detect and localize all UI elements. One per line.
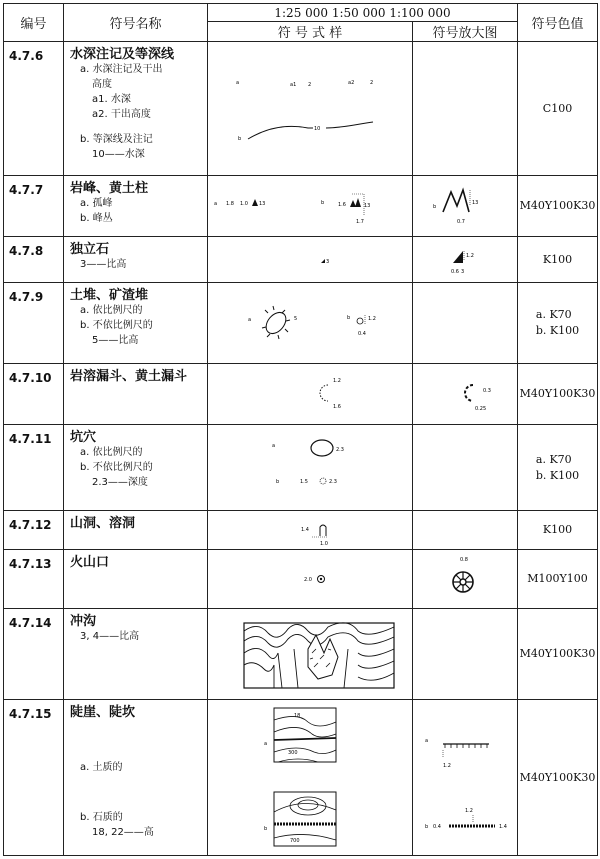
label-18: 18 <box>294 713 301 719</box>
peak-cluster-enlarged-icon <box>443 190 469 212</box>
sinkhole-enlarged <box>413 364 518 424</box>
mound-icon <box>262 309 290 338</box>
label-0-8: 0.8 <box>460 557 468 563</box>
color-value: K100 <box>542 252 573 266</box>
row-sub: 5——比高 <box>92 335 139 346</box>
label-2: 2 <box>370 80 374 86</box>
label-0-25: 0.25 <box>475 406 487 412</box>
row-name <box>64 283 208 364</box>
enlarged-cell <box>413 237 518 283</box>
cliff-enlarged <box>413 700 518 855</box>
row-name <box>64 364 208 425</box>
header-enlarged: 符号放大图 <box>413 22 518 42</box>
symbol-style-cell <box>208 283 413 364</box>
row-sub: b. 峰丛 <box>80 213 113 224</box>
label-1-6: 1.6 <box>333 404 341 410</box>
label-a: a <box>425 738 429 744</box>
color-cell <box>518 609 598 700</box>
enlarged-cell <box>413 176 518 237</box>
row-sub: 18, 22——高 <box>92 827 154 838</box>
table-row <box>4 511 598 550</box>
label-1-2: 1.2 <box>368 316 376 322</box>
row-title: 岩溶漏斗、黄土漏斗 <box>70 369 188 384</box>
color-value: b. K100 <box>535 324 580 337</box>
label-1-7: 1.7 <box>356 219 364 225</box>
label-2: 2 <box>308 82 312 88</box>
color-cell <box>518 42 598 176</box>
header-code: 编号 <box>4 4 64 42</box>
cliff-symbol <box>208 700 413 855</box>
label-1-4: 1.4 <box>499 824 507 830</box>
label-10: 10 <box>314 126 321 132</box>
row-title: 冲沟 <box>70 614 97 629</box>
row-code: 4.7.15 <box>4 700 64 856</box>
color-cell <box>518 700 598 856</box>
row-code: 4.7.9 <box>4 283 64 364</box>
label-0-3: 0.3 <box>483 388 491 394</box>
symbol-style-cell <box>208 42 413 176</box>
row-sub: a1. 水深 <box>92 94 131 105</box>
depth-symbol <box>208 42 413 175</box>
label-b: b <box>425 824 429 830</box>
label-1-0: 1.0 <box>320 541 328 547</box>
table-row <box>4 283 598 364</box>
row-code: 4.7.8 <box>4 237 64 283</box>
rock-enlarged-icon <box>453 251 463 263</box>
header-scales: 1:25 000 1:50 000 1:100 000 <box>208 4 518 22</box>
row-name <box>64 550 208 609</box>
row-title: 独立石 <box>70 242 110 257</box>
peak-symbol <box>208 176 413 236</box>
label-a: a <box>248 317 252 323</box>
color-value: M100Y100 <box>527 572 588 585</box>
color-cell <box>518 176 598 237</box>
table-row <box>4 550 598 609</box>
label-2-0: 2.0 <box>304 577 312 583</box>
label-b: b <box>264 826 268 832</box>
table-row <box>4 42 598 176</box>
color-cell <box>518 425 598 511</box>
label-1-3: 13 <box>472 200 479 206</box>
small-pit-icon <box>320 478 326 484</box>
label-1-2: 1.2 <box>465 808 473 814</box>
table-row <box>4 364 598 425</box>
row-code: 4.7.10 <box>4 364 64 425</box>
symbol-style-cell <box>208 511 413 550</box>
color-cell <box>518 550 598 609</box>
table-row <box>4 700 598 856</box>
row-code: 4.7.7 <box>4 176 64 237</box>
label-5: 5 <box>294 316 298 322</box>
label-2-3: 2.3 <box>336 447 344 453</box>
label-a: a <box>272 443 276 449</box>
color-value: a. K70 <box>535 308 572 321</box>
row-code: 4.7.12 <box>4 511 64 550</box>
row-sub: a2. 干出高度 <box>92 109 151 120</box>
peak-cluster-icon <box>350 198 361 207</box>
label-3: 3 <box>461 269 465 275</box>
volcano-enlarged <box>413 550 518 608</box>
enlarged-cell <box>413 511 518 550</box>
row-sub: a. 土质的 <box>80 762 123 773</box>
label-0-4: 0.4 <box>433 824 441 830</box>
table-row <box>4 425 598 511</box>
symbol-style-cell <box>208 609 413 700</box>
enlarged-cell <box>413 550 518 609</box>
label-1-6: 1.6 <box>338 202 346 208</box>
row-title: 岩峰、黄土柱 <box>70 181 149 196</box>
color-cell <box>518 511 598 550</box>
label-b: b <box>238 136 242 142</box>
label-a: a <box>236 80 240 86</box>
row-sub: a. 孤峰 <box>80 198 113 209</box>
color-value: M40Y100K30 <box>519 199 596 212</box>
rock-enlarged <box>413 237 518 282</box>
label-1-3: 13 <box>364 203 371 209</box>
symbol-style-cell <box>208 425 413 511</box>
small-mound-icon <box>357 318 363 324</box>
gully-symbol <box>208 609 413 699</box>
header-name: 符号名称 <box>64 4 208 42</box>
label-b: b <box>321 200 325 206</box>
row-title: 火山口 <box>70 555 110 570</box>
enlarged-cell <box>413 700 518 856</box>
color-value: b. K100 <box>535 468 580 482</box>
row-name <box>64 511 208 550</box>
label-700: 700 <box>290 838 300 844</box>
label-1-2: 1.2 <box>466 253 474 259</box>
label-1-4: 1.4 <box>301 527 309 533</box>
color-value: M40Y100K30 <box>519 647 596 660</box>
symbol-style-cell <box>208 176 413 237</box>
label-b: b <box>433 204 437 210</box>
row-name <box>64 425 208 511</box>
row-sub: 3, 4——比高 <box>80 631 140 642</box>
color-value: K100 <box>542 523 573 536</box>
row-code: 4.7.13 <box>4 550 64 609</box>
row-title: 陡崖、陡坎 <box>70 705 136 720</box>
pit-icon <box>311 440 333 456</box>
row-name <box>64 700 208 856</box>
label-2-3: 2.3 <box>329 479 337 485</box>
label-a: a <box>214 201 218 207</box>
color-value: a. K70 <box>535 452 572 466</box>
symbol-style-cell <box>208 237 413 283</box>
label-0-6: 0.6 <box>451 269 459 275</box>
color-value: M40Y100K30 <box>519 387 596 400</box>
symbol-style-cell <box>208 550 413 609</box>
label-0-7: 0.7 <box>457 219 465 225</box>
label-1-5: 1.5 <box>300 479 308 485</box>
row-code: 4.7.14 <box>4 609 64 700</box>
label-13: 13 <box>259 201 266 207</box>
table-row <box>4 176 598 237</box>
color-cell <box>518 283 598 364</box>
symbol-style-cell <box>208 364 413 425</box>
row-name <box>64 609 208 700</box>
symbol-style-cell <box>208 700 413 856</box>
label-300: 300 <box>288 750 298 756</box>
row-name <box>64 176 208 237</box>
volcano-symbol <box>208 550 413 608</box>
label-a2: a2 <box>348 80 355 86</box>
label-1-8: 1.8 <box>226 201 234 207</box>
symbol-table <box>3 3 598 856</box>
enlarged-cell <box>413 364 518 425</box>
header-style: 符 号 式 样 <box>208 22 413 42</box>
row-code: 4.7.11 <box>4 425 64 511</box>
cave-symbol <box>208 511 413 549</box>
row-sub: 10——水深 <box>92 149 145 160</box>
row-sub: b. 石质的 <box>80 812 123 823</box>
row-name <box>64 42 208 176</box>
pit-symbol <box>208 425 413 510</box>
enlarged-cell <box>413 609 518 700</box>
row-sub: a. 水深注记及干出 <box>80 64 163 75</box>
enlarged-cell <box>413 42 518 176</box>
row-sub: 高度 <box>92 79 112 90</box>
color-value: C100 <box>542 101 573 115</box>
row-sub: b. 不依比例尺的 <box>80 320 153 331</box>
table-row <box>4 609 598 700</box>
color-value: M40Y100K30 <box>519 770 596 784</box>
row-title: 水深注记及等深线 <box>70 47 175 62</box>
sinkhole-icon <box>320 385 328 401</box>
row-sub: b. 等深线及注记 <box>80 134 153 145</box>
rock-icon <box>321 259 325 263</box>
sinkhole-symbol <box>208 364 413 424</box>
label-1-2: 1.2 <box>443 763 451 769</box>
color-cell <box>518 237 598 283</box>
row-sub: 3——比高 <box>80 259 127 270</box>
row-sub: a. 依比例尺的 <box>80 305 143 316</box>
label-3: 3 <box>326 259 330 265</box>
sinkhole-enlarged-icon <box>465 385 473 401</box>
row-title: 坑穴 <box>70 430 97 445</box>
label-b: b <box>347 315 351 321</box>
table-row <box>4 237 598 283</box>
label-1-0: 1.0 <box>240 201 248 207</box>
peak-enlarged <box>413 176 518 236</box>
row-title: 山洞、溶洞 <box>70 516 136 531</box>
row-name <box>64 237 208 283</box>
label-a1: a1 <box>290 82 297 88</box>
enlarged-cell <box>413 283 518 364</box>
row-sub: a. 依比例尺的 <box>80 447 143 458</box>
enlarged-cell <box>413 425 518 511</box>
header-color: 符号色值 <box>518 4 598 42</box>
row-sub: 2.3——深度 <box>92 477 148 488</box>
label-b: b <box>276 479 280 485</box>
row-code: 4.7.6 <box>4 42 64 176</box>
row-sub: b. 不依比例尺的 <box>80 462 153 473</box>
row-title: 土堆、矿渣堆 <box>70 288 149 303</box>
isobath-line <box>248 122 373 139</box>
cave-icon <box>320 525 326 536</box>
label-0-4: 0.4 <box>358 331 366 337</box>
color-cell <box>518 364 598 425</box>
label-a: a <box>264 741 268 747</box>
label-1-2: 1.2 <box>333 378 341 384</box>
rock-symbol <box>208 237 413 282</box>
peak-icon <box>252 199 258 206</box>
mound-symbol <box>208 283 413 363</box>
